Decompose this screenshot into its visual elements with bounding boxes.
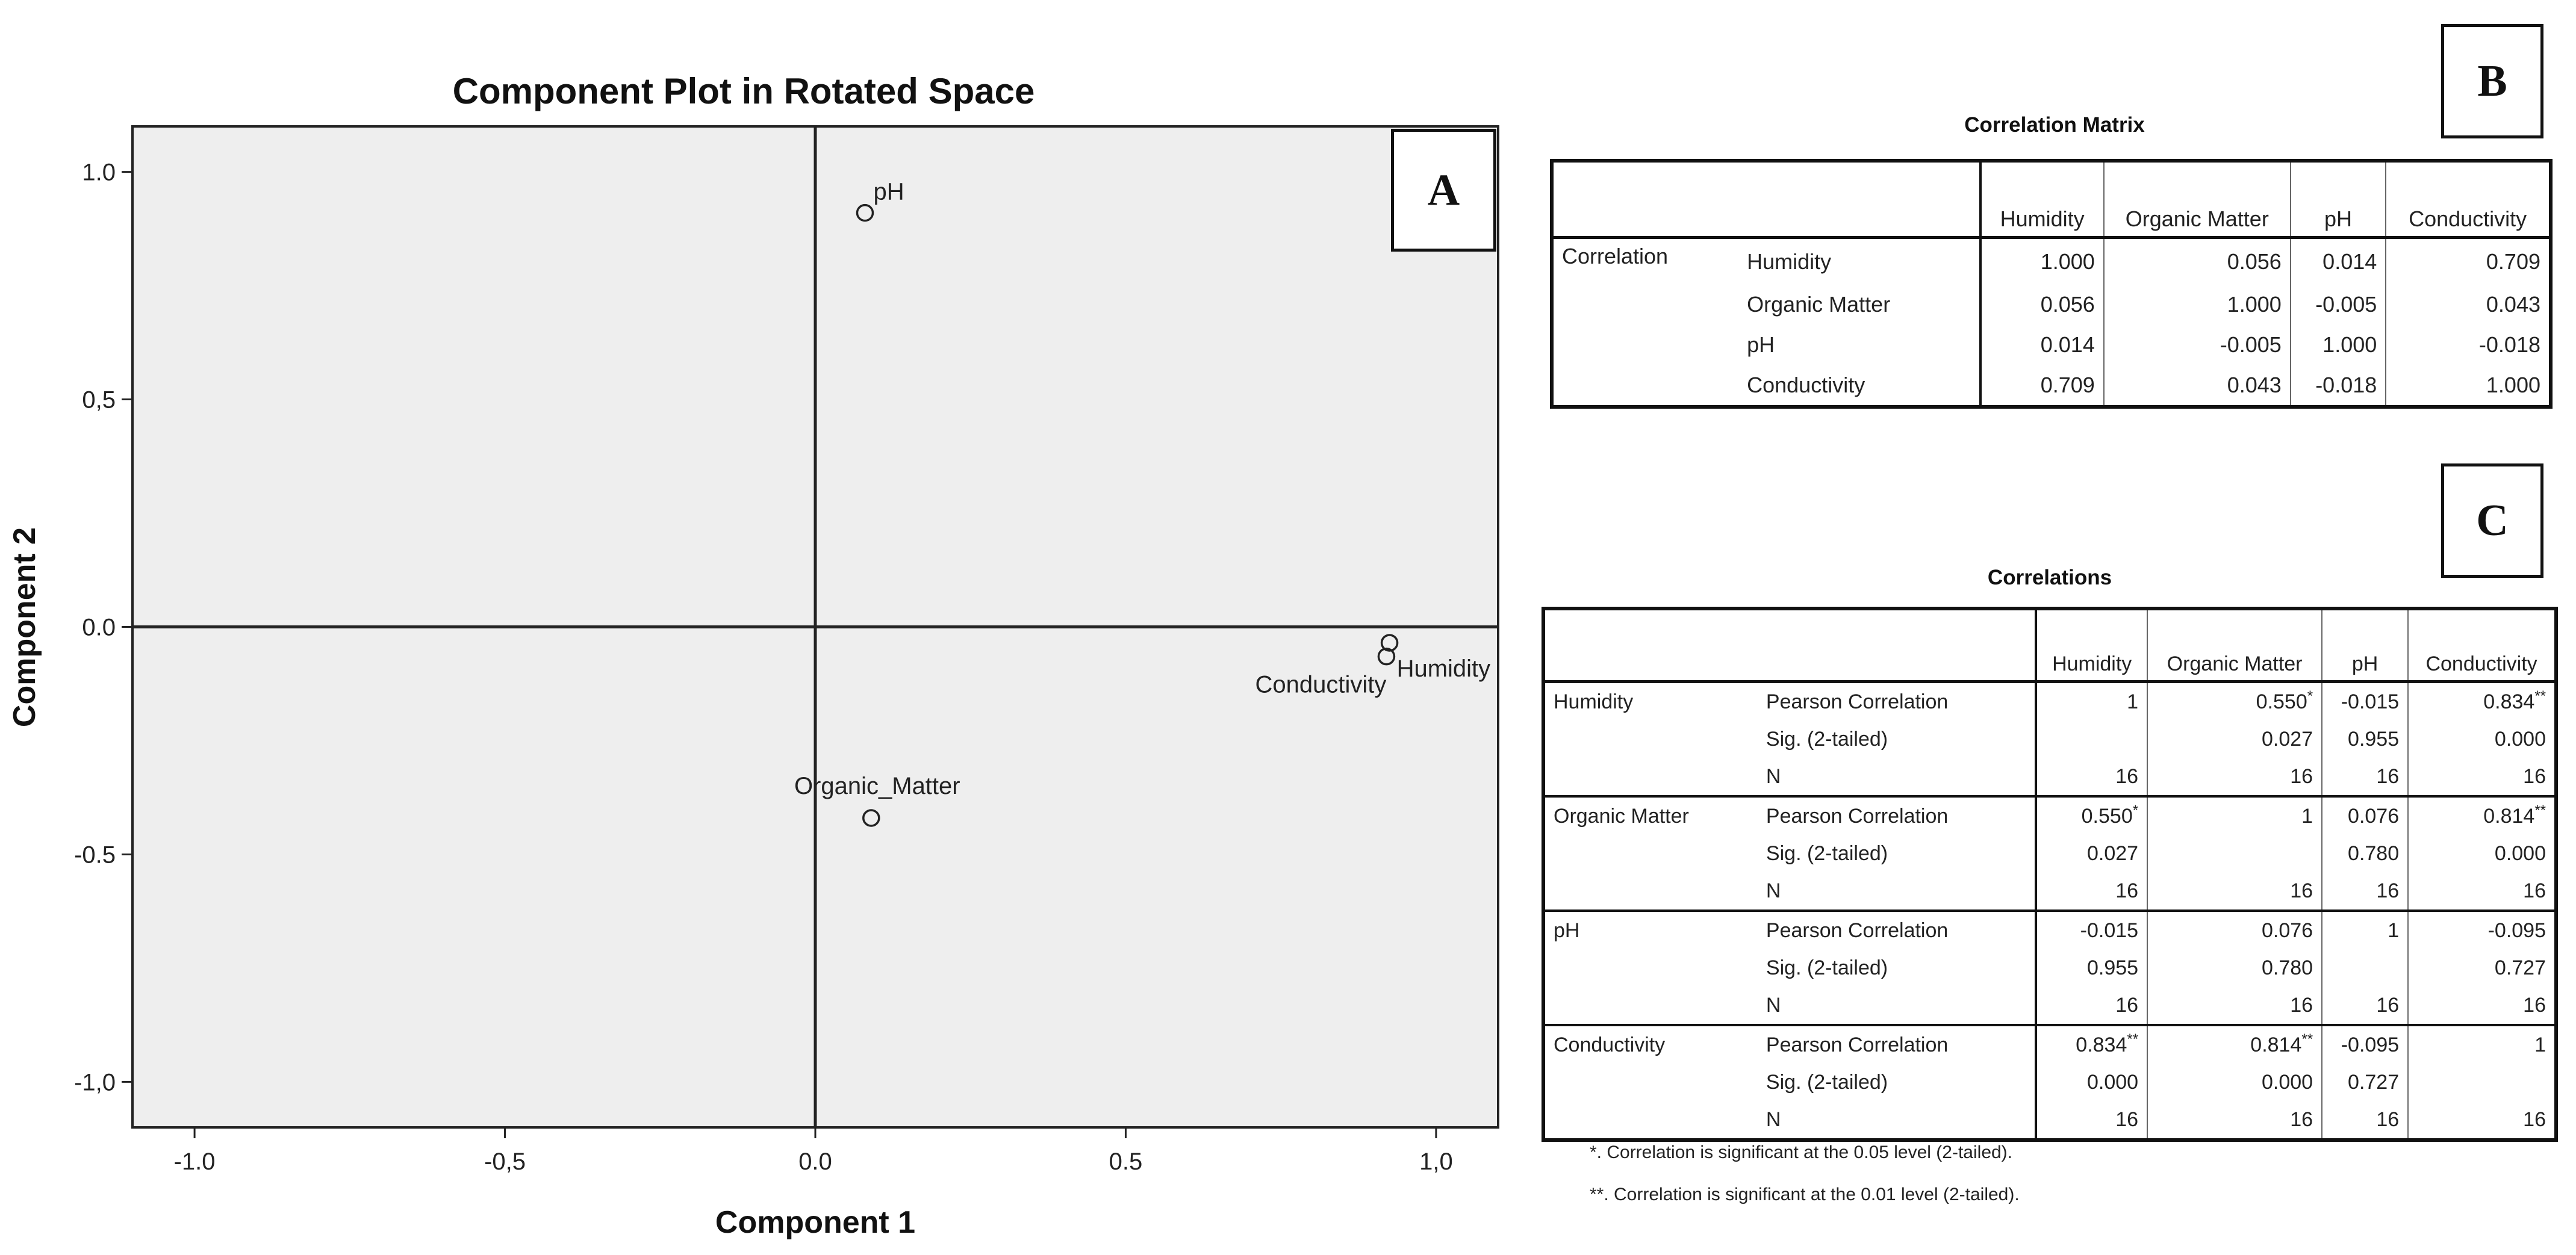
- table-row: [1543, 758, 2556, 796]
- table-row: [1543, 1025, 2556, 1064]
- stat-label: Pearson Correlation: [1758, 796, 2036, 835]
- table-row: [1552, 238, 2551, 285]
- cell: [2147, 1101, 2322, 1140]
- col-header: Conductivity: [2386, 161, 2551, 238]
- row-label: Organic Matter: [1738, 284, 1980, 324]
- cell: [2147, 835, 2322, 872]
- cell-value: 0.000: [2261, 1070, 2313, 1094]
- group-label: Humidity: [1554, 690, 1634, 713]
- cell: [2322, 1064, 2408, 1101]
- header-corner: [1543, 609, 2036, 682]
- point-label: Organic_Matter: [794, 772, 960, 799]
- cell: [2036, 796, 2147, 835]
- y-tick-label: -0.5: [74, 841, 116, 869]
- col-header: Conductivity: [2408, 609, 2556, 682]
- stat-label: Pearson Correlation: [1758, 682, 2036, 721]
- table-row: [1543, 720, 2556, 758]
- cell: [2147, 987, 2322, 1025]
- significance-mark: **: [2534, 687, 2546, 704]
- cell: [2322, 682, 2408, 721]
- cell: [2408, 987, 2556, 1025]
- col-header: Humidity: [2036, 609, 2147, 682]
- y-tick-label: 0,5: [82, 386, 116, 414]
- cell-value: 0.550: [2081, 804, 2133, 828]
- row-label: Humidity: [1738, 238, 1980, 285]
- cell: [2322, 872, 2408, 911]
- cell: [2036, 758, 2147, 796]
- cell-value: 16: [2290, 879, 2313, 902]
- x-tick-label: 1,0: [1419, 1148, 1453, 1175]
- cell-value: 0.727: [2348, 1070, 2400, 1094]
- cell-value: 0.000: [2086, 1070, 2139, 1094]
- stat-label: N: [1758, 1101, 2036, 1140]
- cell-value: 0.780: [2261, 956, 2313, 979]
- cell: [2408, 949, 2556, 987]
- significance-mark: **: [2127, 1030, 2139, 1047]
- stat-label: Pearson Correlation: [1758, 1025, 2036, 1064]
- cell: [2036, 720, 2147, 758]
- cell-value: 16: [2290, 1108, 2313, 1131]
- panel-label-b: B: [2441, 24, 2543, 138]
- cell-value: 16: [2115, 764, 2139, 788]
- cell-value: -0.015: [2341, 690, 2400, 713]
- table-row: [1543, 1064, 2556, 1101]
- cell: [2322, 1025, 2408, 1064]
- cell: [2322, 1101, 2408, 1140]
- table-header-row: [1543, 609, 2556, 682]
- cell: [2322, 835, 2408, 872]
- x-axis-label: Component 1: [715, 1205, 916, 1240]
- table-row: [1543, 1101, 2556, 1140]
- table-row: [1552, 324, 2551, 365]
- stat-label: Sig. (2-tailed): [1758, 835, 2036, 872]
- cell: [2147, 949, 2322, 987]
- cell: [2322, 987, 2408, 1025]
- cell: [2408, 1064, 2556, 1101]
- cell-value: 16: [2523, 993, 2546, 1017]
- col-header: Organic Matter: [2104, 161, 2291, 238]
- cell-value: 16: [2115, 1108, 2139, 1131]
- cell-value: -0.095: [2341, 1033, 2400, 1056]
- chart-title: Component Plot in Rotated Space: [452, 71, 1035, 111]
- cell: [2147, 872, 2322, 911]
- cell-value: 16: [2376, 993, 2400, 1017]
- cell-value: 0.000: [2494, 727, 2546, 751]
- cell: [2322, 758, 2408, 796]
- cell-value: 0.027: [2261, 727, 2313, 751]
- y-tick-label: -1,0: [74, 1069, 116, 1096]
- cell-value: 0.814: [2483, 804, 2535, 828]
- y-tick-label: 1.0: [82, 159, 116, 186]
- cell: 0.056: [1980, 284, 2104, 324]
- cell: [2147, 1025, 2322, 1064]
- stat-label: Sig. (2-tailed): [1758, 949, 2036, 987]
- cell: -0.018: [2478, 332, 2540, 357]
- stat-label: Sig. (2-tailed): [1758, 1064, 2036, 1101]
- cell: [2408, 872, 2556, 911]
- cell: [2322, 720, 2408, 758]
- cell: [2408, 1025, 2556, 1064]
- cell: [2036, 1025, 2147, 1064]
- group-label: Organic Matter: [1554, 804, 1689, 828]
- cell-value: 16: [2376, 764, 2400, 788]
- cell-value: 0.814: [2250, 1033, 2302, 1056]
- cell-value: 1: [2301, 804, 2313, 828]
- cell-value: 16: [2115, 879, 2139, 902]
- cell: 0.014: [1980, 324, 2104, 365]
- x-tick-label: -1.0: [173, 1148, 216, 1175]
- cell: [2036, 1101, 2147, 1140]
- table-row: [1543, 911, 2556, 949]
- significance-mark: *: [2132, 802, 2139, 819]
- cell: 0.014: [2291, 238, 2386, 285]
- cell: -0.018: [2291, 365, 2386, 407]
- cell-value: 0.076: [2348, 804, 2400, 828]
- cell: [2408, 796, 2556, 835]
- stat-label: N: [1758, 758, 2036, 796]
- stat-label: Sig. (2-tailed): [1758, 720, 2036, 758]
- group-label: Conductivity: [1554, 1033, 1666, 1056]
- y-tick-label: 0.0: [82, 614, 116, 641]
- cell-value: 16: [2523, 764, 2546, 788]
- col-header: pH: [2322, 609, 2408, 682]
- cell-value: 0.000: [2494, 841, 2546, 865]
- cell-value: 0.955: [2348, 727, 2400, 751]
- table-row: [1543, 796, 2556, 835]
- y-axis-label: Component 2: [7, 527, 42, 728]
- cell: 1.000: [1980, 238, 2104, 285]
- table-row: [1543, 872, 2556, 911]
- correlations-table: [1542, 607, 2558, 1142]
- x-tick-label: 0.5: [1109, 1148, 1143, 1175]
- cell-value: 16: [2376, 1108, 2400, 1131]
- cell: [2408, 758, 2556, 796]
- significance-mark: **: [2301, 1030, 2313, 1047]
- table-row: [1552, 284, 2551, 324]
- correlation-matrix-table: [1550, 159, 2553, 409]
- cell: [2147, 911, 2322, 949]
- row-label: Conductivity: [1738, 365, 1980, 407]
- significance-mark: *: [2307, 687, 2313, 704]
- group-label: Correlation: [1562, 244, 1669, 268]
- cell-value: 1: [2127, 690, 2139, 713]
- cell: [2408, 1101, 2556, 1140]
- cell: [2147, 796, 2322, 835]
- cell: [2036, 911, 2147, 949]
- cell: [2036, 835, 2147, 872]
- cell-value: 1: [2534, 1033, 2546, 1056]
- cell-value: 16: [2523, 879, 2546, 902]
- significance-mark: **: [2534, 802, 2546, 819]
- cell-value: 0.076: [2261, 919, 2313, 942]
- cell-value: 16: [2290, 764, 2313, 788]
- point-label: Humidity: [1396, 655, 1491, 682]
- stat-label: N: [1758, 872, 2036, 911]
- cell: -0.005: [2291, 284, 2386, 324]
- table-row: [1543, 682, 2556, 721]
- cell-value: 1: [2388, 919, 2400, 942]
- cell-value: 0.834: [2483, 690, 2535, 713]
- table-row: [1543, 987, 2556, 1025]
- stat-label: Pearson Correlation: [1758, 911, 2036, 949]
- correlation-matrix-title: Correlation Matrix: [1964, 113, 2145, 137]
- table-header-row: [1552, 161, 2551, 238]
- cell-value: 0.027: [2086, 841, 2139, 865]
- point-label: pH: [873, 178, 904, 205]
- table-row: [1543, 949, 2556, 987]
- table-row: [1543, 835, 2556, 872]
- x-tick-label: 0.0: [798, 1148, 832, 1175]
- cell: [2147, 682, 2322, 721]
- cell: 1.000: [2486, 372, 2540, 397]
- cell-value: -0.015: [2080, 919, 2139, 942]
- cell-value: 16: [2523, 1108, 2546, 1131]
- panel-label-c: C: [2441, 463, 2543, 578]
- col-header: Humidity: [1980, 161, 2104, 238]
- cell: 0.043: [2104, 365, 2291, 407]
- cell: [2147, 758, 2322, 796]
- cell-value: -0.095: [2487, 919, 2546, 942]
- cell: 1.000: [2291, 324, 2386, 365]
- cell: 0.056: [2104, 238, 2291, 285]
- cell: 0.709: [1980, 365, 2104, 407]
- footnote-05: *. Correlation is significant at the 0.05 level (2-tailed).: [1590, 1142, 2013, 1162]
- cell: [2036, 949, 2147, 987]
- cell: 0.709: [2486, 249, 2540, 274]
- cell: [2322, 796, 2408, 835]
- cell: [2036, 682, 2147, 721]
- cell: [2036, 1064, 2147, 1101]
- table-row: [1552, 365, 2551, 407]
- cell: [2147, 1064, 2322, 1101]
- cell: [2408, 835, 2556, 872]
- cell-value: 16: [2376, 879, 2400, 902]
- cell: [2036, 987, 2147, 1025]
- point-label: Conductivity: [1255, 671, 1387, 698]
- panel-label-a: A: [1391, 129, 1496, 252]
- header-corner: [1552, 161, 1980, 238]
- cell: [2036, 872, 2147, 911]
- footnote-01: **. Correlation is significant at the 0.01 level (2-tailed).: [1590, 1185, 2020, 1204]
- cell: [2322, 949, 2408, 987]
- cell-value: 16: [2115, 993, 2139, 1017]
- cell: [2408, 720, 2556, 758]
- cell-value: 0.834: [2076, 1033, 2127, 1056]
- cell: [2322, 911, 2408, 949]
- group-label: pH: [1554, 919, 1580, 942]
- x-tick-label: -0,5: [484, 1148, 526, 1175]
- cell: 1.000: [2104, 284, 2291, 324]
- stat-label: N: [1758, 987, 2036, 1025]
- cell: -0.005: [2104, 324, 2291, 365]
- cell-value: 0.780: [2348, 841, 2400, 865]
- cell-value: 0.550: [2256, 690, 2307, 713]
- cell-value: 16: [2290, 993, 2313, 1017]
- col-header: Organic Matter: [2147, 609, 2322, 682]
- cell: [2147, 720, 2322, 758]
- cell-value: 0.955: [2086, 956, 2139, 979]
- cell-value: 0.727: [2494, 956, 2546, 979]
- row-label: pH: [1738, 324, 1980, 365]
- cell: 0.043: [2486, 291, 2540, 317]
- cell: [2408, 682, 2556, 721]
- col-header: pH: [2291, 161, 2386, 238]
- cell: [2408, 911, 2556, 949]
- correlations-title: Correlations: [1987, 566, 2112, 589]
